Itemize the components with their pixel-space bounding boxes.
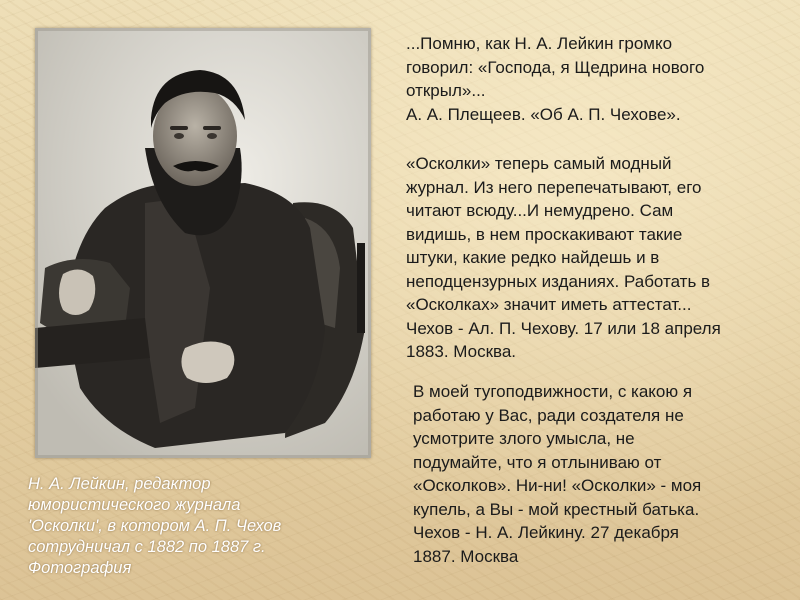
quote-line: неподцензурных изданиях. Работать в <box>406 271 711 291</box>
quote-line: «Осколков». Ни-ни! «Осколки» - моя <box>413 476 702 495</box>
chekhov-letter-brother-quote <box>406 152 786 364</box>
pleshcheev-quote <box>406 32 786 126</box>
quote-line: ...Помню, как Н. А. Лейкин громко <box>406 34 673 53</box>
quote-line: «Осколках» значит иметь аттестат... <box>406 295 692 314</box>
photo-caption <box>28 474 368 579</box>
quote-line: 1883. Москва. <box>406 342 517 361</box>
quote-line: читают всюду...И немудрено. Сам <box>406 201 674 220</box>
quote-line: говорил: «Господа, я Щедрина нового <box>406 57 705 77</box>
caption-line: сотрудничал с 1882 по 1887 г. <box>28 538 266 556</box>
quote-line: купель, а Вы - мой крестный батька. <box>413 499 700 519</box>
quote-line: штуки, какие редко найдешь и в <box>406 248 660 267</box>
quote-line: Чехов - Ал. П. Чехову. 17 или 18 апреля <box>406 318 721 338</box>
leikin-portrait-photo <box>35 28 371 458</box>
caption-line: Фотография <box>28 559 132 577</box>
quote-line: усмотрите злого умысла, не <box>413 429 635 448</box>
quote-line: журнал. Из него перепечатывают, его <box>406 177 702 197</box>
quote-line: работаю у Вас, ради создателя не <box>413 405 684 425</box>
quote-line: Чехов - Н. А. Лейкину. 27 декабря <box>413 523 679 542</box>
quote-line: В моей тугоподвижности, с какою я <box>413 382 693 401</box>
caption-line: юмористического журнала <box>28 496 241 514</box>
quote-line: подумайте, что я отлыниваю от <box>413 452 662 472</box>
caption-line: 'Осколки', в котором А. П. Чехов <box>28 517 282 535</box>
quote-line: 1887. Москва <box>413 546 519 566</box>
quote-line: А. А. Плещеев. «Об А. П. Чехове». <box>406 104 681 124</box>
chekhov-letter-leikin-quote <box>413 380 785 568</box>
quote-line: открыл»... <box>406 81 486 100</box>
quote-line: «Осколки» теперь самый модный <box>406 154 672 173</box>
quote-line: видишь, в нем проскакивают такие <box>406 224 683 244</box>
caption-line: Н. А. Лейкин, редактор <box>28 475 211 493</box>
